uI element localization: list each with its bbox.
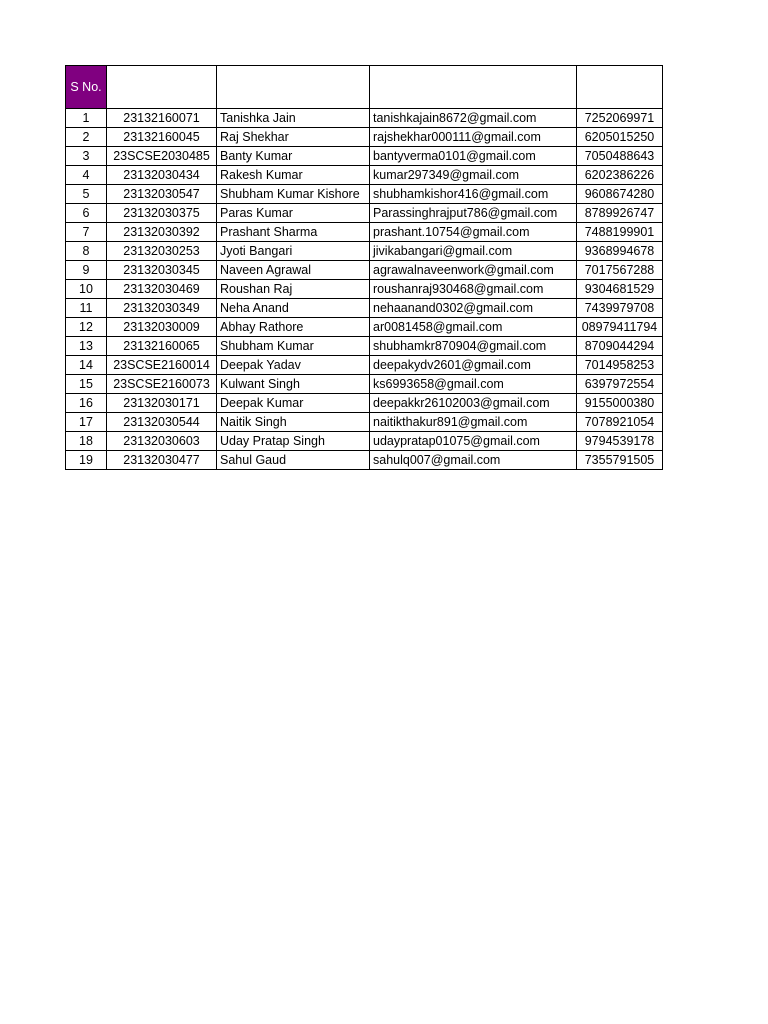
- cell-phone: 7252069971: [577, 109, 663, 128]
- cell-phone: 7017567288: [577, 261, 663, 280]
- cell-sno: 9: [66, 261, 107, 280]
- cell-email: deepakydv2601@gmail.com: [370, 356, 577, 375]
- cell-sno: 4: [66, 166, 107, 185]
- cell-sno: 14: [66, 356, 107, 375]
- cell-email: tanishkajain8672@gmail.com: [370, 109, 577, 128]
- cell-roll-number: 23132030349: [107, 299, 217, 318]
- table-body: [66, 109, 663, 470]
- cell-phone: 9155000380: [577, 394, 663, 413]
- cell-sno: 3: [66, 147, 107, 166]
- cell-email: jivikabangari@gmail.com: [370, 242, 577, 261]
- cell-sno: 17: [66, 413, 107, 432]
- cell-name: Deepak Yadav: [217, 356, 370, 375]
- cell-phone: 8709044294: [577, 337, 663, 356]
- cell-phone: 7439979708: [577, 299, 663, 318]
- cell-sno: 2: [66, 128, 107, 147]
- table-row: [66, 185, 663, 204]
- cell-sno: 10: [66, 280, 107, 299]
- table-row: [66, 223, 663, 242]
- cell-phone: 7050488643: [577, 147, 663, 166]
- cell-name: Prashant Sharma: [217, 223, 370, 242]
- cell-email: bantyverma0101@gmail.com: [370, 147, 577, 166]
- cell-name: Sahul Gaud: [217, 451, 370, 470]
- table-row: [66, 432, 663, 451]
- cell-roll-number: 23132030469: [107, 280, 217, 299]
- cell-roll-number: 23132030009: [107, 318, 217, 337]
- cell-phone: 6205015250: [577, 128, 663, 147]
- table-row: [66, 280, 663, 299]
- cell-email: shubhamkr870904@gmail.com: [370, 337, 577, 356]
- cell-email: nehaanand0302@gmail.com: [370, 299, 577, 318]
- cell-name: Roushan Raj: [217, 280, 370, 299]
- cell-sno: 8: [66, 242, 107, 261]
- cell-sno: 19: [66, 451, 107, 470]
- cell-roll-number: 23132030477: [107, 451, 217, 470]
- cell-email: Parassinghrajput786@gmail.com: [370, 204, 577, 223]
- cell-sno: 18: [66, 432, 107, 451]
- cell-email: ar0081458@gmail.com: [370, 318, 577, 337]
- cell-name: Raj Shekhar: [217, 128, 370, 147]
- table-row: [66, 147, 663, 166]
- cell-email: sahulq007@gmail.com: [370, 451, 577, 470]
- cell-phone: 7078921054: [577, 413, 663, 432]
- cell-name: Kulwant Singh: [217, 375, 370, 394]
- student-roster-table: [65, 65, 663, 470]
- cell-name: Tanishka Jain: [217, 109, 370, 128]
- cell-sno: 15: [66, 375, 107, 394]
- cell-name: Neha Anand: [217, 299, 370, 318]
- cell-email: kumar297349@gmail.com: [370, 166, 577, 185]
- cell-sno: 13: [66, 337, 107, 356]
- cell-roll-number: 23132160045: [107, 128, 217, 147]
- cell-roll-number: 23SCSE2030485: [107, 147, 217, 166]
- cell-name: Rakesh Kumar: [217, 166, 370, 185]
- cell-roll-number: 23132030603: [107, 432, 217, 451]
- header-name: [217, 66, 370, 109]
- cell-sno: 11: [66, 299, 107, 318]
- table-row: [66, 299, 663, 318]
- table-row: [66, 109, 663, 128]
- table-row: [66, 337, 663, 356]
- header-sno: S No.: [66, 66, 107, 109]
- cell-name: Jyoti Bangari: [217, 242, 370, 261]
- cell-name: Shubham Kumar: [217, 337, 370, 356]
- cell-roll-number: 23132030544: [107, 413, 217, 432]
- cell-name: Naitik Singh: [217, 413, 370, 432]
- cell-sno: 12: [66, 318, 107, 337]
- cell-sno: 6: [66, 204, 107, 223]
- cell-sno: 1: [66, 109, 107, 128]
- table-row: [66, 318, 663, 337]
- cell-roll-number: 23132030547: [107, 185, 217, 204]
- cell-email: ks6993658@gmail.com: [370, 375, 577, 394]
- header-phone: [577, 66, 663, 109]
- table-row: [66, 375, 663, 394]
- cell-email: udaypratap01075@gmail.com: [370, 432, 577, 451]
- cell-roll-number: 23132160065: [107, 337, 217, 356]
- cell-phone: 9304681529: [577, 280, 663, 299]
- table-header-row: [66, 66, 663, 109]
- cell-phone: 08979411794: [577, 318, 663, 337]
- cell-name: Banty Kumar: [217, 147, 370, 166]
- cell-name: Abhay Rathore: [217, 318, 370, 337]
- cell-name: Paras Kumar: [217, 204, 370, 223]
- cell-roll-number: 23SCSE2160014: [107, 356, 217, 375]
- cell-phone: 7014958253: [577, 356, 663, 375]
- cell-roll-number: 23132030392: [107, 223, 217, 242]
- cell-roll-number: 23132030253: [107, 242, 217, 261]
- header-email: [370, 66, 577, 109]
- cell-phone: 7488199901: [577, 223, 663, 242]
- table-row: [66, 394, 663, 413]
- table-row: [66, 413, 663, 432]
- table-row: [66, 204, 663, 223]
- table-row: [66, 242, 663, 261]
- header-roll-number: [107, 66, 217, 109]
- cell-email: prashant.10754@gmail.com: [370, 223, 577, 242]
- cell-roll-number: 23SCSE2160073: [107, 375, 217, 394]
- spreadsheet-page: [65, 65, 663, 470]
- table-row: [66, 451, 663, 470]
- cell-email: rajshekhar000111@gmail.com: [370, 128, 577, 147]
- cell-roll-number: 23132030171: [107, 394, 217, 413]
- cell-phone: 6202386226: [577, 166, 663, 185]
- table-row: [66, 128, 663, 147]
- cell-name: Deepak Kumar: [217, 394, 370, 413]
- cell-sno: 16: [66, 394, 107, 413]
- cell-sno: 5: [66, 185, 107, 204]
- cell-phone: 7355791505: [577, 451, 663, 470]
- cell-name: Shubham Kumar Kishore: [217, 185, 370, 204]
- cell-email: shubhamkishor416@gmail.com: [370, 185, 577, 204]
- cell-phone: 9608674280: [577, 185, 663, 204]
- cell-phone: 9794539178: [577, 432, 663, 451]
- cell-sno: 7: [66, 223, 107, 242]
- table-row: [66, 356, 663, 375]
- cell-name: Naveen Agrawal: [217, 261, 370, 280]
- cell-roll-number: 23132030375: [107, 204, 217, 223]
- cell-name: Uday Pratap Singh: [217, 432, 370, 451]
- cell-email: deepakkr26102003@gmail.com: [370, 394, 577, 413]
- cell-phone: 8789926747: [577, 204, 663, 223]
- cell-email: naitikthakur891@gmail.com: [370, 413, 577, 432]
- cell-email: roushanraj930468@gmail.com: [370, 280, 577, 299]
- cell-phone: 6397972554: [577, 375, 663, 394]
- table-row: [66, 166, 663, 185]
- cell-roll-number: 23132030345: [107, 261, 217, 280]
- cell-roll-number: 23132160071: [107, 109, 217, 128]
- table-row: [66, 261, 663, 280]
- cell-email: agrawalnaveenwork@gmail.com: [370, 261, 577, 280]
- cell-roll-number: 23132030434: [107, 166, 217, 185]
- cell-phone: 9368994678: [577, 242, 663, 261]
